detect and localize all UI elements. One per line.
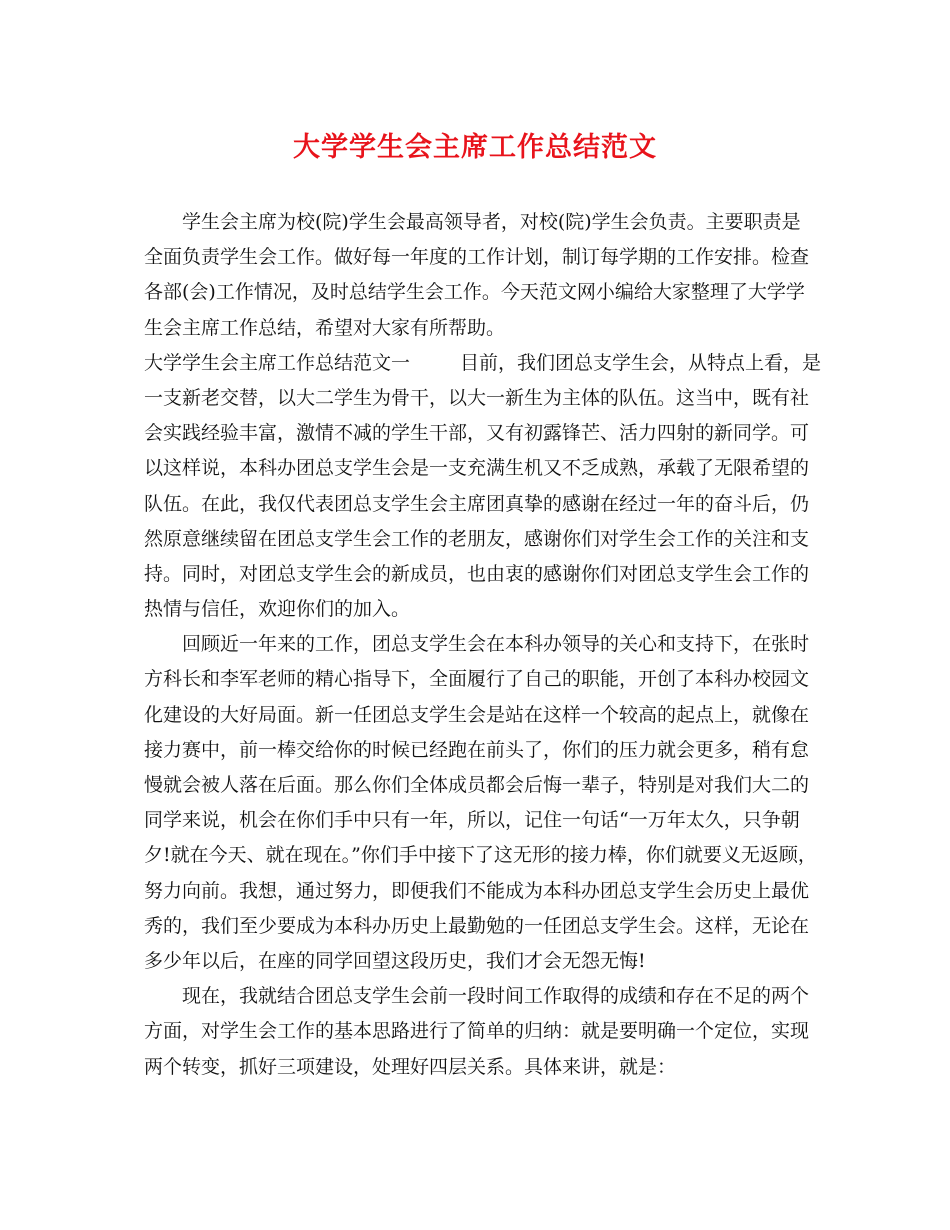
paragraph-line: 慢就会被人落在后面。那么你们全体成员都会后悔一辈子，特别是对我们大二的 xyxy=(144,774,810,796)
intro-line: 学生会主席为校(院)学生会最高领导者，对校(院)学生会负责。主要职责是 xyxy=(182,211,801,233)
paragraph-line: 多少年以后，在座的同学回望这段历史，我们才会无怨无悔! xyxy=(144,949,646,972)
paragraph-line: 方科长和李军老师的精心指导下，全面履行了自己的职能，开创了本科办校园文 xyxy=(144,668,810,691)
paragraph-line: 化建设的大好局面。新一任团总支学生会是站在这样一个较高的起点上，就像在 xyxy=(144,703,810,726)
paragraph-line: 方面，对学生会工作的基本思路进行了简单的归纳：就是要明确一个定位，实现 xyxy=(144,1020,810,1043)
paragraph-line: 努力向前。我想，通过努力，即便我们不能成为本科办团总支学生会历史上最优 xyxy=(144,879,810,902)
section-heading: 大学学生会主席工作总结范文一 xyxy=(144,351,411,374)
intro-line: 各部(会)工作情况，及时总结学生会工作。今天范文网小编给大家整理了大学学 xyxy=(144,281,805,304)
paragraph-line: 现在，我就结合团总支学生会前一段时间工作取得的成绩和存在不足的两个 xyxy=(182,985,810,1008)
paragraph-line: 回顾近一年来的工作，团总支学生会在本科办领导的关心和支持下，在张时 xyxy=(182,633,810,656)
paragraph-line: 然原意继续留在团总支学生会工作的老朋友，感谢你们对学生会工作的关注和支 xyxy=(144,527,810,550)
paragraph-line: 同学来说，机会在你们手中只有一年，所以，记住一句话“一万年太久，只争朝 xyxy=(144,809,800,832)
paragraph-line: 会实践经验丰富，激情不减的学生干部，又有初露锋芒、活力四射的新同学。可 xyxy=(144,422,810,445)
paragraph-line: 队伍。在此，我仅代表团总支学生会主席团真挚的感谢在经过一年的奋斗后，仍 xyxy=(144,492,810,515)
document-body xyxy=(144,205,822,1085)
paragraph-line: 一支新老交替，以大二学生为骨干，以大一新生为主体的队伍。这当中，既有社 xyxy=(144,386,810,409)
intro-line: 生会主席工作总结，希望对大家有所帮助。 xyxy=(144,316,506,339)
section-heading-line xyxy=(144,346,822,381)
paragraph-line: 秀的，我们至少要成为本科办历史上最勤勉的一任团总支学生会。这样，无论在 xyxy=(144,914,810,937)
intro-line: 全面负责学生会工作。做好每一年度的工作计划，制订每学期的工作安排。检查 xyxy=(144,246,810,269)
paragraph-line: 持。同时，对团总支学生会的新成员，也由衷的感谢你们对团总支学生会工作的 xyxy=(144,562,810,585)
paragraph-line: 夕!就在今天、就在现在。”你们手中接下了这无形的接力棒，你们就要义无返顾， xyxy=(144,844,817,867)
section-first-line: 目前，我们团总支学生会，从特点上看，是 xyxy=(460,351,822,374)
paragraph-line: 两个转变，抓好三项建设，处理好四层关系。具体来讲，就是： xyxy=(144,1055,677,1078)
document-title: 大学学生会主席工作总结范文 xyxy=(293,132,657,163)
paragraph-line: 热情与信任，欢迎你们的加入。 xyxy=(144,598,411,621)
paragraph-line: 接力赛中，前一棒交给你的时候已经跑在前头了，你们的压力就会更多，稍有怠 xyxy=(144,738,810,761)
paragraph-line: 以这样说，本科办团总支学生会是一支充满生机又不乏成熟，承载了无限希望的 xyxy=(144,457,810,480)
